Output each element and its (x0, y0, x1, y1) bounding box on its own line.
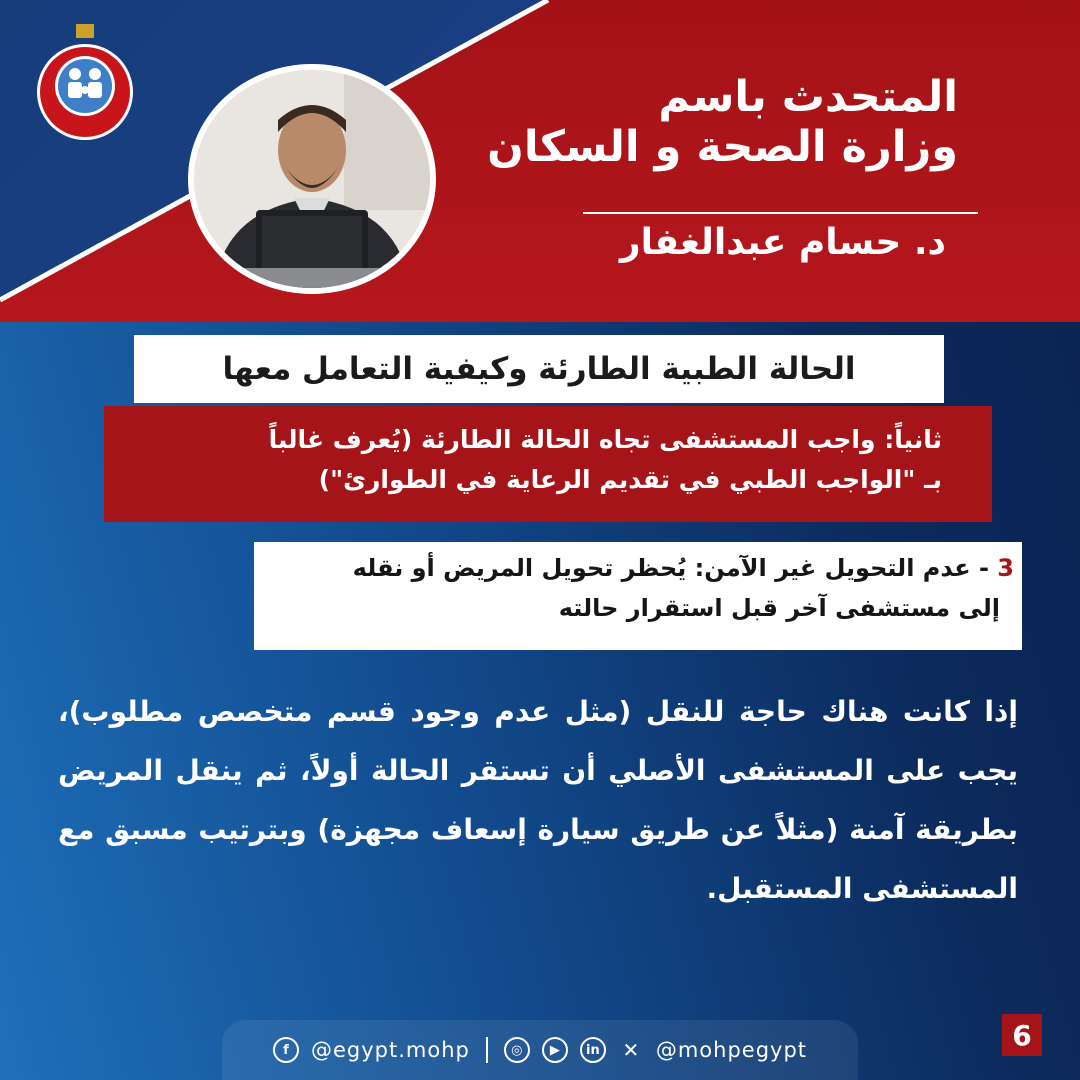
linkedin-icon[interactable]: in (580, 1037, 606, 1063)
footer-separator (486, 1037, 488, 1063)
ministry-logo (32, 24, 138, 142)
x-icon[interactable]: ✕ (622, 1038, 640, 1062)
page-number: 6 (1002, 1014, 1042, 1056)
title-line-1: المتحدث باسم (658, 72, 958, 122)
facebook-handle[interactable]: @egypt.mohp (310, 1038, 470, 1062)
point-number: 3 (997, 554, 1014, 582)
subsection-line-2: بـ "الواجب الطبي في تقديم الرعاية في الطوارئ") (318, 465, 942, 494)
title-line-2: وزارة الصحة و السكان (487, 122, 958, 172)
point-text: - عدم التحويل غير الآمن: يُحظر تحويل المريض أو نقله (352, 554, 998, 582)
page-title (358, 72, 958, 172)
subsection-line-1: ثانياً: واجب المستشفى تجاه الحالة الطارئة (يُعرف غالباً (268, 425, 942, 454)
facebook-icon[interactable]: f (273, 1037, 299, 1063)
social-footer (222, 1020, 858, 1080)
point-box (254, 542, 1022, 650)
subsection-heading (104, 406, 992, 522)
point-line-2: إلى مستشفى آخر قبل استقرار حالته (558, 594, 1000, 622)
instagram-icon[interactable]: ◎ (504, 1037, 530, 1063)
title-divider (583, 212, 978, 214)
speaker-name: د. حسام عبدالغفار (619, 222, 946, 263)
youtube-icon[interactable]: ▶ (542, 1037, 568, 1063)
body-paragraph: إذا كانت هناك حاجة للنقل (مثل عدم وجود قسم متخصص مطلوب)، يجب على المستشفى الأصلي أن تستقر الحالة أولاً، ثم ينقل المريض بطريقة آمنة (مثلاً عن طريق سيارة إسعاف مجهزة) وبترتيب مسبق مع المستشفى المستقبل. (58, 695, 1018, 905)
social-handle[interactable]: @mohpegypt (655, 1038, 808, 1062)
point-line-1 (262, 548, 1014, 588)
section-title: الحالة الطبية الطارئة وكيفية التعامل معها (134, 335, 944, 403)
